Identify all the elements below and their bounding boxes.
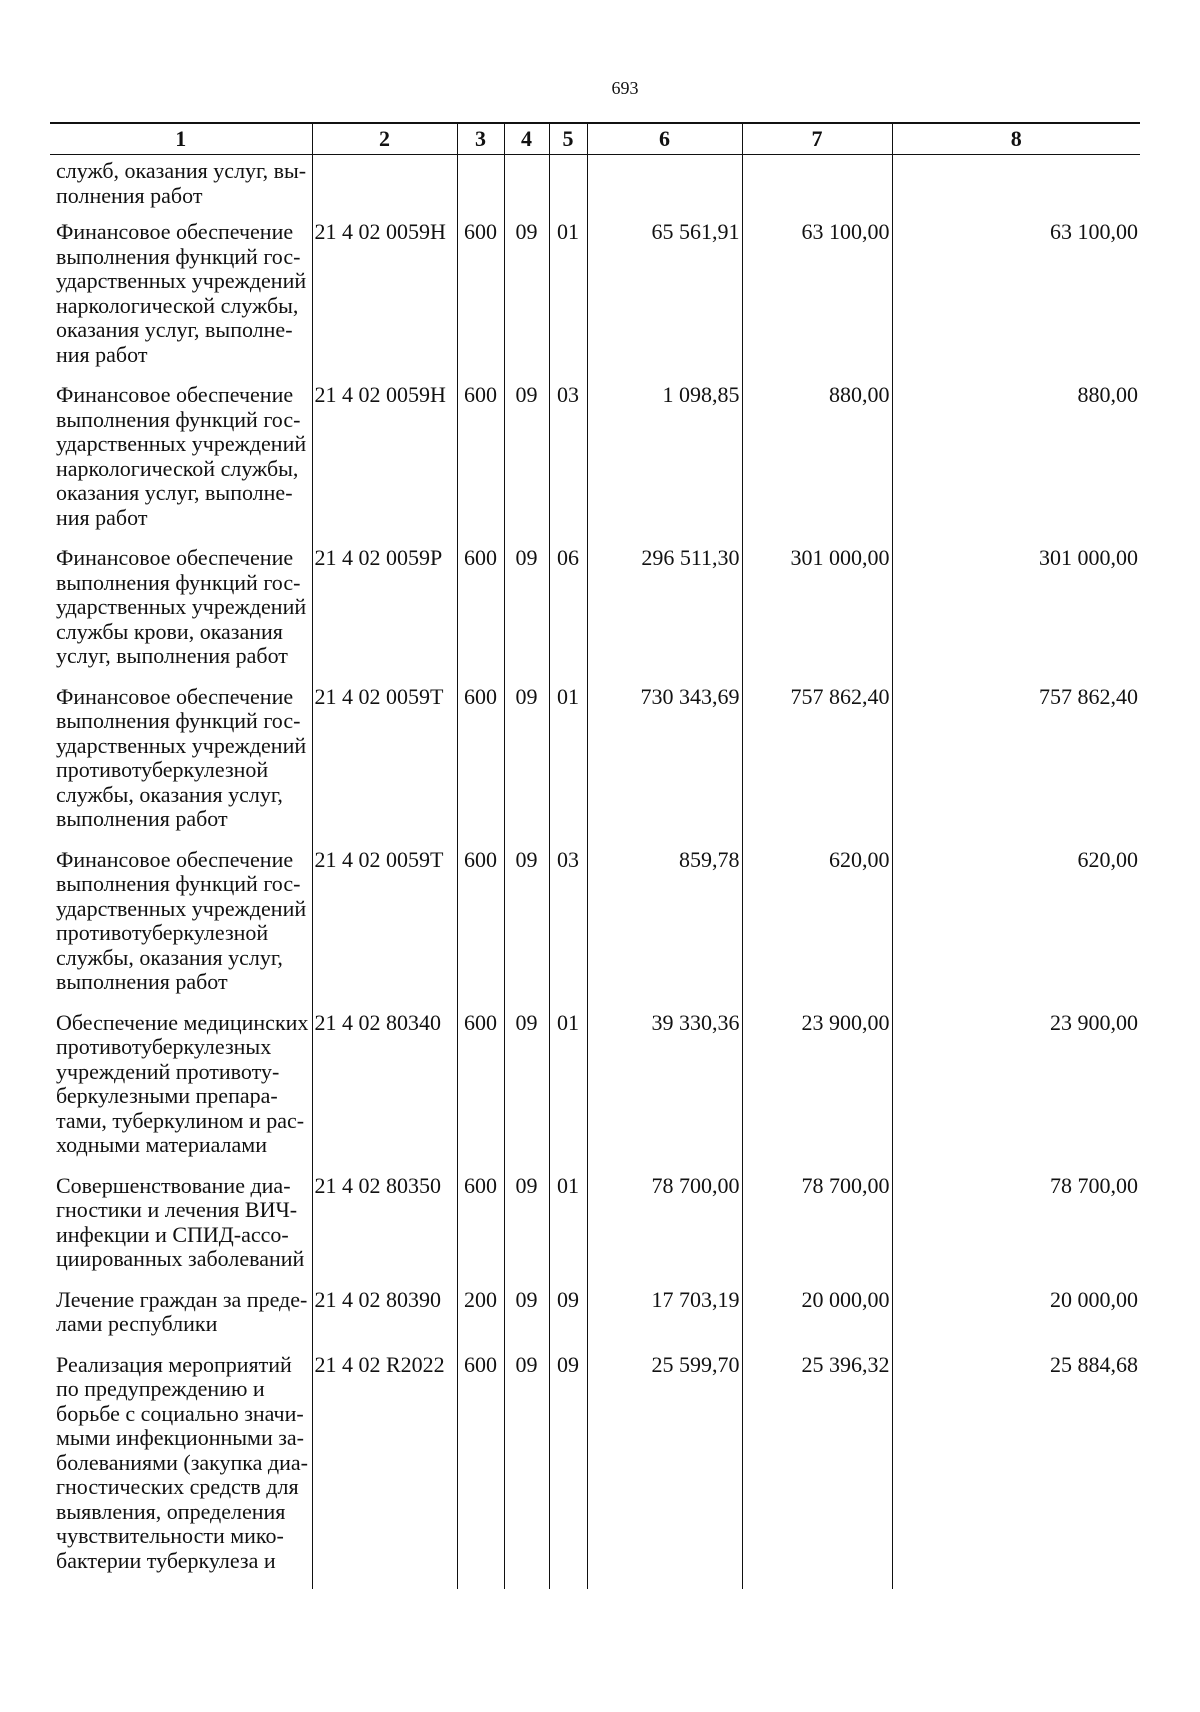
row-col-4: 09 bbox=[504, 1011, 549, 1174]
header-col-7: 7 bbox=[742, 123, 892, 155]
row-col-4: 09 bbox=[504, 848, 549, 1011]
header-col-2: 2 bbox=[312, 123, 457, 155]
table-row bbox=[50, 220, 1140, 383]
row-col-5: 01 bbox=[549, 1011, 587, 1174]
row-description: Финансовое обеспечение выполнения функций гос- ударственных учреждений противотуберкулезной службы, оказания услуг, выполнения работ bbox=[56, 683, 307, 831]
row-description: Финансовое обеспечение выполнения функций гос- ударственных учреждений наркологической службы, оказания услуг, выполне- ния работ bbox=[56, 219, 307, 367]
header-col-6: 6 bbox=[587, 123, 742, 155]
table-row bbox=[50, 383, 1140, 546]
row-value-8: 620,00 bbox=[892, 848, 1140, 1011]
header-col-3: 3 bbox=[457, 123, 504, 155]
row-value-6: 730 343,69 bbox=[587, 685, 742, 848]
row-col-5: 06 bbox=[549, 546, 587, 685]
row-col-5: 01 bbox=[549, 1174, 587, 1288]
row-col-3: 200 bbox=[457, 1288, 504, 1353]
table-row bbox=[50, 1288, 1140, 1353]
row-col-3: 600 bbox=[457, 685, 504, 848]
row-value-8: 78 700,00 bbox=[892, 1174, 1140, 1288]
row-col-3: 600 bbox=[457, 546, 504, 685]
row-col-5: 09 bbox=[549, 1288, 587, 1353]
row-col-5: 09 bbox=[549, 1353, 587, 1590]
row-value-7: 20 000,00 bbox=[742, 1288, 892, 1353]
header-row bbox=[50, 123, 1140, 155]
row-value-8: 23 900,00 bbox=[892, 1011, 1140, 1174]
table-row bbox=[50, 685, 1140, 848]
row-value-8: 25 884,68 bbox=[892, 1353, 1140, 1590]
row-description: Совершенствование диа- гностики и лечения ВИЧ- инфекции и СПИД-ассо- циированных заболеваний bbox=[56, 1172, 305, 1271]
header-col-1: 1 bbox=[50, 123, 312, 155]
row-value-6: 1 098,85 bbox=[587, 383, 742, 546]
row-value-7: 880,00 bbox=[742, 383, 892, 546]
row-description: Обеспечение медицинских противотуберкулезных учреждений противоту- беркулезными препара- тами, туберкулином и рас- ходными материалами bbox=[56, 1009, 309, 1157]
row-value-7: 620,00 bbox=[742, 848, 892, 1011]
header-col-4: 4 bbox=[504, 123, 549, 155]
row-value-6: 65 561,91 bbox=[587, 220, 742, 383]
row-col-5: 03 bbox=[549, 383, 587, 546]
row-col-4: 09 bbox=[504, 685, 549, 848]
row-description: Лечение граждан за преде- лами республики bbox=[56, 1286, 308, 1336]
row-code: 21 4 02 0059Т bbox=[312, 848, 457, 1011]
row-col-4: 09 bbox=[504, 383, 549, 546]
row-value-8: 20 000,00 bbox=[892, 1288, 1140, 1353]
header-col-8: 8 bbox=[892, 123, 1140, 155]
row-code: 21 4 02 80340 bbox=[312, 1011, 457, 1174]
row-value-7: 757 862,40 bbox=[742, 685, 892, 848]
page-number: 693 bbox=[611, 78, 639, 98]
row-value-7: 301 000,00 bbox=[742, 546, 892, 685]
table-row bbox=[50, 1174, 1140, 1288]
row-description: Реализация мероприятий по предупреждению и борьбе с социально значи- мыми инфекционными за- болеваниями (закупка диа- гностических средств для выявления, определения чувствительности мико- бактерии туберкулеза и bbox=[56, 1351, 308, 1573]
row-description: Финансовое обеспечение выполнения функций гос- ударственных учреждений наркологической службы, оказания услуг, выполне- ния работ bbox=[56, 382, 307, 530]
row-description: Финансовое обеспечение выполнения функций гос- ударственных учреждений противотуберкулезной службы, оказания услуг, выполнения работ bbox=[56, 846, 307, 994]
row-col-5: 01 bbox=[549, 220, 587, 383]
row-value-7: 63 100,00 bbox=[742, 220, 892, 383]
row-col-4: 09 bbox=[504, 220, 549, 383]
row-col-5: 01 bbox=[549, 685, 587, 848]
row-code: 21 4 02 0059Н bbox=[312, 383, 457, 546]
row-code: 21 4 02 0059Р bbox=[312, 546, 457, 685]
row-value-8: 880,00 bbox=[892, 383, 1140, 546]
row-value-6: 296 511,30 bbox=[587, 546, 742, 685]
row-value-7: 23 900,00 bbox=[742, 1011, 892, 1174]
row-value-6: 78 700,00 bbox=[587, 1174, 742, 1288]
row-col-4: 09 bbox=[504, 1288, 549, 1353]
row-value-6: 39 330,36 bbox=[587, 1011, 742, 1174]
row-col-5: 03 bbox=[549, 848, 587, 1011]
table-row bbox=[50, 848, 1140, 1011]
row-col-3: 600 bbox=[457, 383, 504, 546]
table-row bbox=[50, 1353, 1140, 1590]
continuation-text: служб, оказания услуг, вы- полнения работ bbox=[56, 158, 307, 208]
table-row bbox=[50, 1011, 1140, 1174]
row-value-8: 63 100,00 bbox=[892, 220, 1140, 383]
row-value-6: 25 599,70 bbox=[587, 1353, 742, 1590]
table-row bbox=[50, 546, 1140, 685]
row-value-6: 17 703,19 bbox=[587, 1288, 742, 1353]
row-col-3: 600 bbox=[457, 1353, 504, 1590]
row-code: 21 4 02 80390 bbox=[312, 1288, 457, 1353]
row-value-7: 78 700,00 bbox=[742, 1174, 892, 1288]
row-col-4: 09 bbox=[504, 546, 549, 685]
row-col-3: 600 bbox=[457, 1174, 504, 1288]
header-col-5: 5 bbox=[549, 123, 587, 155]
row-col-3: 600 bbox=[457, 848, 504, 1011]
row-col-3: 600 bbox=[457, 1011, 504, 1174]
continuation-row bbox=[50, 155, 1140, 221]
row-col-3: 600 bbox=[457, 220, 504, 383]
budget-table bbox=[50, 122, 1140, 1589]
row-col-4: 09 bbox=[504, 1353, 549, 1590]
row-value-6: 859,78 bbox=[587, 848, 742, 1011]
row-code: 21 4 02 R2022 bbox=[312, 1353, 457, 1590]
row-code: 21 4 02 0059Н bbox=[312, 220, 457, 383]
row-code: 21 4 02 0059Т bbox=[312, 685, 457, 848]
row-value-8: 757 862,40 bbox=[892, 685, 1140, 848]
row-code: 21 4 02 80350 bbox=[312, 1174, 457, 1288]
row-description: Финансовое обеспечение выполнения функций гос- ударственных учреждений службы крови, оказания услуг, выполнения работ bbox=[56, 545, 307, 668]
row-value-7: 25 396,32 bbox=[742, 1353, 892, 1590]
row-value-8: 301 000,00 bbox=[892, 546, 1140, 685]
row-col-4: 09 bbox=[504, 1174, 549, 1288]
